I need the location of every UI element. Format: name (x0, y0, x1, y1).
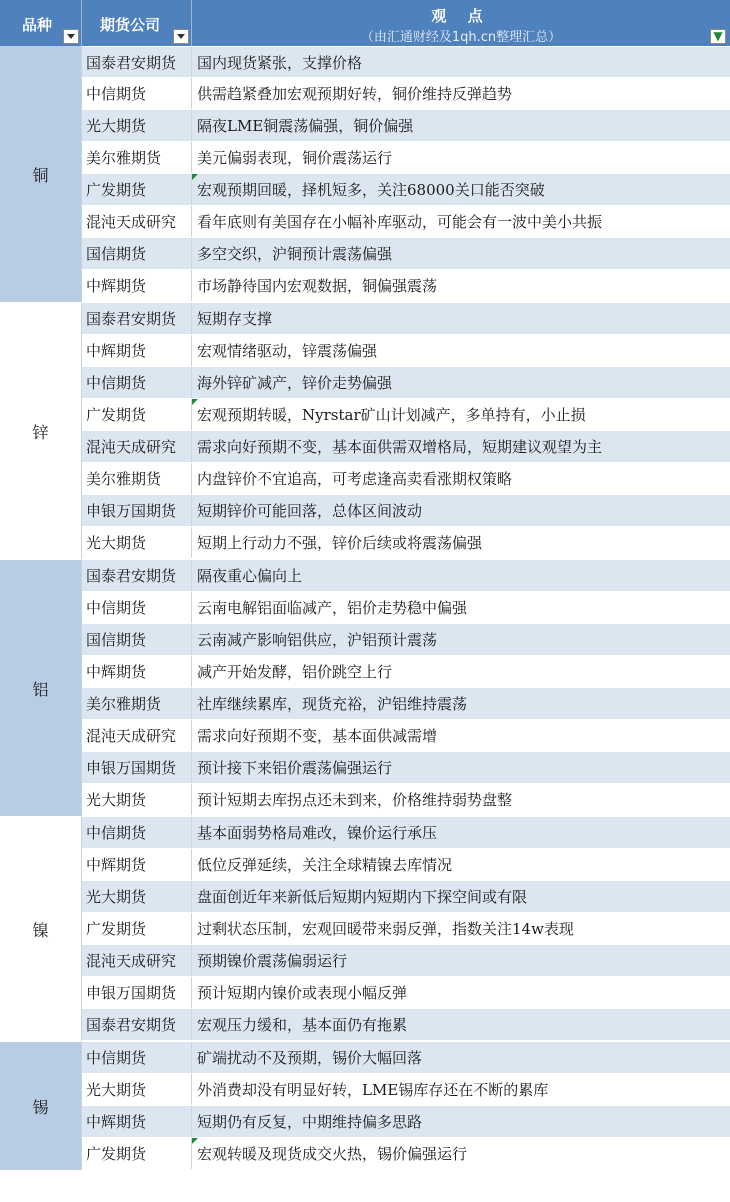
company-cell[interactable]: 中信期货 (82, 1042, 192, 1073)
company-cell[interactable]: 中信期货 (82, 367, 192, 398)
view-cell[interactable] (192, 881, 730, 912)
table-row (82, 688, 730, 720)
view-cell[interactable] (192, 592, 730, 623)
view-text: 需求向好预期不变，基本面供减需增 (197, 727, 438, 745)
header-metal[interactable] (0, 0, 82, 46)
metal-cell[interactable]: 锡 (0, 1042, 82, 1170)
table-row (82, 142, 730, 174)
table-row (82, 463, 730, 495)
view-text: 内盘锌价不宜追高，可考虑逢高卖看涨期权策略 (197, 470, 513, 488)
view-text: 宏观预期转暖，Nyrstar矿山计划减产，多单持有，小止损 (197, 406, 586, 424)
table-row (82, 945, 730, 977)
comment-indicator-icon (192, 399, 198, 405)
company-cell[interactable]: 光大期货 (82, 881, 192, 912)
company-cell[interactable]: 国泰君安期货 (82, 47, 192, 77)
table-row (82, 335, 730, 367)
view-text: 云南电解铝面临减产，铝价走势稳中偏强 (197, 599, 468, 617)
view-text: 预计短期内镍价或表现小幅反弹 (197, 984, 408, 1002)
view-cell[interactable] (192, 656, 730, 687)
header-company-label: 期货公司 (100, 16, 161, 34)
company-cell[interactable]: 国信期货 (82, 238, 192, 269)
company-cell[interactable]: 混沌天成研究 (82, 720, 192, 751)
view-cell[interactable] (192, 688, 730, 719)
view-cell[interactable] (192, 1074, 730, 1105)
table-row (82, 78, 730, 110)
view-text: 过剩状态压制，宏观回暖带来弱反弹，指数关注14w表现 (197, 920, 574, 938)
table-body (0, 46, 730, 1171)
table-row (82, 752, 730, 784)
table-row (82, 495, 730, 527)
view-cell[interactable] (192, 495, 730, 526)
view-cell[interactable] (192, 399, 730, 430)
company-cell[interactable]: 美尔雅期货 (82, 463, 192, 494)
company-cell[interactable]: 中辉期货 (82, 849, 192, 880)
company-cell[interactable]: 中信期货 (82, 78, 192, 109)
metal-group (0, 1042, 730, 1171)
metal-group (0, 560, 730, 817)
view-cell[interactable] (192, 784, 730, 815)
filter-dropdown-icon[interactable] (63, 29, 79, 44)
company-cell[interactable]: 美尔雅期货 (82, 142, 192, 173)
view-text: 宏观转暖及现货成交火热，锡价偏强运行 (197, 1145, 468, 1163)
view-text: 外消费却没有明显好转，LME锡库存还在不断的累库 (197, 1081, 549, 1099)
company-cell[interactable]: 国泰君安期货 (82, 560, 192, 591)
view-text: 市场静待国内宏观数据，铜偏强震荡 (197, 277, 438, 295)
view-cell[interactable] (192, 1138, 730, 1169)
table-row (82, 881, 730, 913)
company-cell[interactable]: 中信期货 (82, 592, 192, 623)
metal-group (0, 817, 730, 1042)
view-cell[interactable] (192, 431, 730, 462)
view-cell[interactable] (192, 560, 730, 591)
view-cell[interactable] (192, 238, 730, 269)
company-cell[interactable]: 混沌天成研究 (82, 431, 192, 462)
table-row (82, 656, 730, 688)
metal-cell[interactable]: 铜 (0, 46, 82, 302)
company-cell[interactable]: 中辉期货 (82, 656, 192, 687)
view-text: 需求向好预期不变，基本面供需双增格局，短期建议观望为主 (197, 438, 603, 456)
view-cell[interactable] (192, 78, 730, 109)
table-row (82, 1042, 730, 1074)
company-cell[interactable]: 申银万国期货 (82, 752, 192, 783)
comment-indicator-icon (192, 1138, 198, 1144)
view-cell[interactable] (192, 463, 730, 494)
company-cell[interactable]: 广发期货 (82, 399, 192, 430)
view-cell[interactable] (192, 142, 730, 173)
company-cell[interactable]: 广发期货 (82, 174, 192, 205)
header-view-subtitle: （由汇通财经及1qh.cn整理汇总） (360, 30, 562, 45)
metal-group (0, 46, 730, 303)
view-text: 短期锌价可能回落，总体区间波动 (197, 502, 423, 520)
view-cell[interactable] (192, 270, 730, 301)
header-view-label: 观 点 (431, 7, 491, 25)
view-cell[interactable] (192, 1042, 730, 1073)
metal-cell[interactable]: 镍 (0, 817, 82, 1041)
view-text: 社库继续累库，现货充裕，沪铝维持震荡 (197, 695, 468, 713)
filter-dropdown-icon[interactable] (173, 29, 189, 44)
company-cell[interactable]: 国泰君安期货 (82, 303, 192, 334)
table-row (82, 1138, 730, 1170)
company-cell[interactable]: 中辉期货 (82, 335, 192, 366)
metal-cell[interactable]: 锌 (0, 303, 82, 559)
company-cell[interactable]: 申银万国期货 (82, 977, 192, 1008)
view-text: 隔夜重心偏向上 (197, 567, 303, 585)
view-cell[interactable] (192, 1106, 730, 1137)
table-row (82, 1074, 730, 1106)
view-cell[interactable] (192, 1009, 730, 1040)
view-cell[interactable] (192, 527, 730, 558)
view-text: 国内现货紧张，支撑价格 (197, 53, 363, 72)
table-row (82, 399, 730, 431)
table-row (82, 367, 730, 399)
table-row (82, 527, 730, 559)
table-row (82, 720, 730, 752)
company-cell[interactable]: 申银万国期货 (82, 495, 192, 526)
view-cell[interactable] (192, 624, 730, 655)
company-cell[interactable]: 广发期货 (82, 1138, 192, 1169)
view-cell[interactable] (192, 945, 730, 976)
header-metal-label: 品种 (22, 16, 53, 34)
company-cell[interactable]: 光大期货 (82, 527, 192, 558)
view-text: 宏观预期回暖，择机短多，关注68000关口能否突破 (197, 181, 545, 199)
table-row (82, 1106, 730, 1138)
view-cell[interactable] (192, 817, 730, 848)
view-text: 短期仍有反复，中期维持偏多思路 (197, 1113, 423, 1131)
table-row (82, 913, 730, 945)
view-text: 海外锌矿减产，锌价走势偏强 (197, 374, 393, 392)
table-row (82, 46, 730, 78)
view-cell[interactable] (192, 303, 730, 334)
table-row (82, 110, 730, 142)
company-cell[interactable]: 国泰君安期货 (82, 1009, 192, 1040)
view-text: 矿端扰动不及预期，锡价大幅回落 (197, 1049, 423, 1067)
table-row (82, 817, 730, 849)
table-row (82, 238, 730, 270)
view-cell[interactable] (192, 110, 730, 141)
table-row (82, 849, 730, 881)
company-cell[interactable]: 光大期货 (82, 1074, 192, 1105)
view-text: 短期上行动力不强，锌价后续或将震荡偏强 (197, 534, 483, 552)
company-cell[interactable]: 混沌天成研究 (82, 206, 192, 237)
company-cell[interactable]: 国信期货 (82, 624, 192, 655)
table-row (82, 174, 730, 206)
view-cell[interactable] (192, 977, 730, 1008)
view-text: 看年底则有美国存在小幅补库驱动，可能会有一波中美小共振 (197, 213, 603, 231)
view-text: 多空交织，沪铜预计震荡偏强 (197, 245, 393, 263)
header-row (0, 0, 730, 46)
view-cell[interactable] (192, 720, 730, 751)
metal-group (0, 303, 730, 560)
company-cell[interactable]: 中信期货 (82, 817, 192, 848)
company-cell[interactable]: 美尔雅期货 (82, 688, 192, 719)
table-row (82, 784, 730, 816)
company-cell[interactable]: 光大期货 (82, 110, 192, 141)
view-text: 减产开始发酵，铝价跳空上行 (197, 663, 393, 681)
view-text: 短期存支撑 (197, 310, 273, 328)
table-row (82, 270, 730, 302)
header-company[interactable] (82, 0, 192, 46)
view-text: 隔夜LME铜震荡偏强，铜价偏强 (197, 117, 414, 135)
view-text: 供需趋紧叠加宏观预期好转，铜价维持反弹趋势 (197, 85, 513, 103)
view-text: 宏观情绪驱动，锌震荡偏强 (197, 342, 378, 360)
table-row (82, 206, 730, 238)
view-text: 宏观压力缓和，基本面仍有拖累 (197, 1016, 408, 1034)
view-text: 云南减产影响铝供应，沪铝预计震荡 (197, 631, 438, 649)
view-text: 盘面创近年来新低后短期内短期内下探空间或有限 (197, 888, 528, 906)
filter-active-icon[interactable]: ▼ (710, 29, 726, 44)
table-row (82, 592, 730, 624)
table-row (82, 560, 730, 592)
view-cell[interactable] (192, 849, 730, 880)
view-cell[interactable] (192, 752, 730, 783)
table-row (82, 1009, 730, 1041)
view-cell[interactable] (192, 367, 730, 398)
table-row (82, 303, 730, 335)
metal-cell[interactable]: 铝 (0, 560, 82, 816)
view-text: 美元偏弱表现，铜价震荡运行 (197, 149, 393, 167)
table-row (82, 624, 730, 656)
view-text: 基本面弱势格局难改，镍价运行承压 (197, 824, 438, 842)
comment-indicator-icon (192, 174, 198, 180)
view-cell[interactable] (192, 913, 730, 944)
view-text: 预期镍价震荡偏弱运行 (197, 952, 348, 970)
view-text: 低位反弹延续，关注全球精镍去库情况 (197, 856, 453, 874)
company-cell[interactable]: 广发期货 (82, 913, 192, 944)
company-cell[interactable]: 中辉期货 (82, 1106, 192, 1137)
view-text: 预计接下来铝价震荡偏强运行 (197, 759, 393, 777)
table-row (82, 977, 730, 1009)
view-cell[interactable] (192, 335, 730, 366)
table-row (82, 431, 730, 463)
company-cell[interactable]: 光大期货 (82, 784, 192, 815)
company-cell[interactable]: 混沌天成研究 (82, 945, 192, 976)
view-cell[interactable] (192, 174, 730, 205)
view-cell[interactable] (192, 206, 730, 237)
view-cell[interactable] (192, 47, 730, 77)
view-text: 预计短期去库拐点还未到来，价格维持弱势盘整 (197, 791, 513, 809)
company-cell[interactable]: 中辉期货 (82, 270, 192, 301)
header-view[interactable] (192, 0, 730, 46)
